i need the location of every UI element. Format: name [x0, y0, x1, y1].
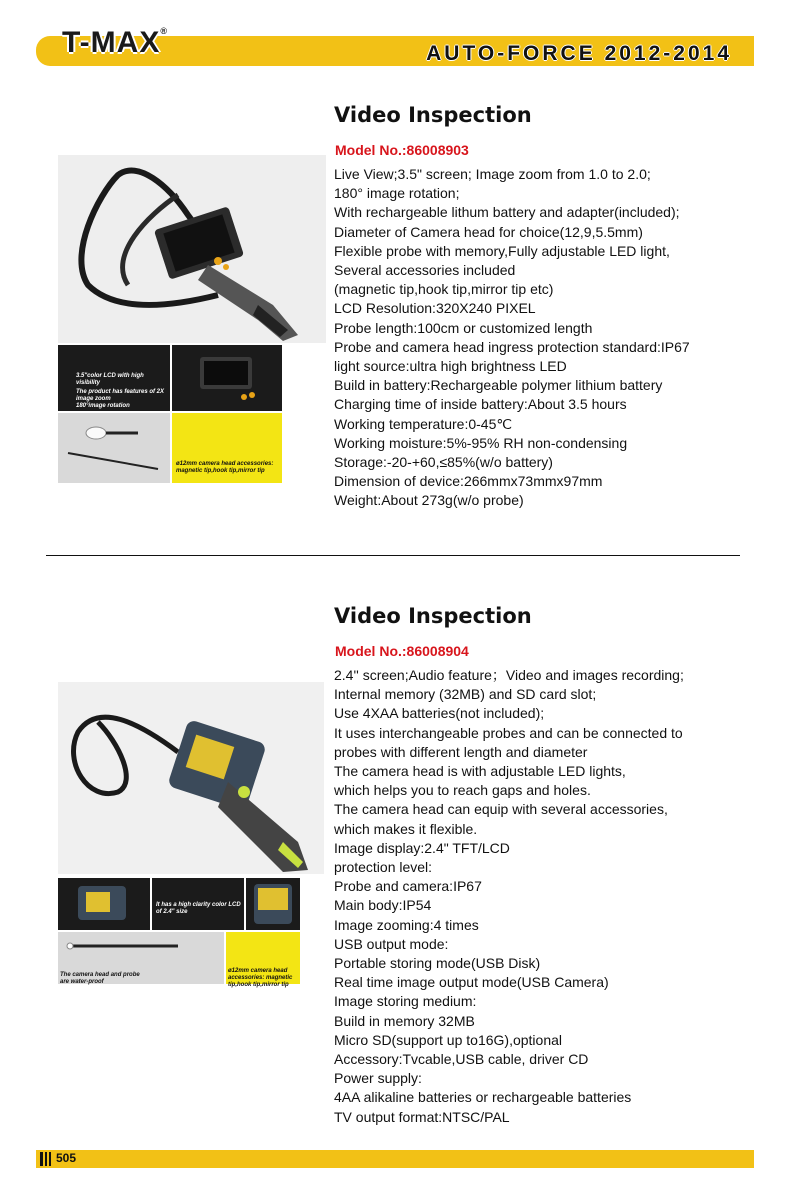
inspection-camera-illustration: [58, 682, 324, 874]
page-number: 505: [56, 1151, 77, 1165]
product-2-feature-panel-lcd: [152, 878, 244, 930]
spec-line: Flexible probe with memory,Fully adjustable LED light,: [334, 242, 670, 259]
spec-line: Micro SD(support up to16G),optional: [334, 1031, 562, 1048]
product-1-accessory-caption-panel: [172, 413, 282, 483]
spec-line: Use 4XAA batteries(not included);: [334, 705, 545, 722]
spec-line: Dimension of device:266mmx73mmx97mm: [334, 473, 603, 490]
product-2-device-photo: [58, 878, 150, 930]
spec-line: Working temperature:0-45℃: [334, 415, 513, 432]
device-top-illustration: [58, 878, 150, 930]
spec-line: Probe length:100cm or customized length: [334, 319, 593, 336]
product-2-probe-photo: [58, 932, 224, 984]
brand-logo: [62, 26, 168, 60]
page-marker-icon: [40, 1152, 54, 1166]
spec-line: Probe and camera:IP67: [334, 878, 482, 895]
product-1-accessory-photo: [58, 413, 170, 483]
spec-line: Image display:2.4" TFT/LCD: [334, 839, 510, 856]
spec-line: probes with different length and diameter: [334, 743, 588, 760]
product-1-caption-lcd: 3.5"color LCD with high visibility: [76, 373, 144, 386]
product-2-spec-list: [334, 666, 754, 1127]
spec-line: Live View;3.5" screen; Image zoom from 1.0 to 2.0;: [334, 166, 651, 182]
product-1-title: Video Inspection: [334, 103, 532, 127]
spec-line: Build in memory 32MB: [334, 1012, 475, 1029]
spec-line: Portable storing mode(USB Disk): [334, 955, 541, 972]
product-2-caption-lcd: It has a high clarity color LCD of 2.4" size: [156, 902, 241, 915]
spec-line: which makes it flexible.: [334, 820, 478, 837]
product-1-caption-zoom: The product has features of 2X image zoom: [76, 389, 165, 402]
spec-line: Image zooming:4 times: [334, 916, 479, 933]
spec-line: LCD Resolution:320X240 PIXEL: [334, 300, 536, 317]
spec-line: The camera head can equip with several accessories,: [334, 801, 668, 818]
section-divider: [46, 555, 740, 556]
product-2-main-photo: [58, 682, 324, 874]
spec-line: Several accessories included: [334, 262, 516, 279]
spec-line: The camera head is with adjustable LED lights,: [334, 763, 626, 780]
product-1-caption-rotation: 180°image rotation: [76, 403, 130, 409]
product-1-feature-panel-lcd: [58, 345, 170, 411]
spec-line: Weight:About 273g(w/o probe): [334, 492, 524, 509]
accessory-tips-illustration: [58, 413, 170, 483]
inspection-camera-illustration: [58, 155, 326, 343]
spec-line: It uses interchangeable probes and can be connected to: [334, 724, 683, 741]
spec-line: 4AA alikaline batteries or rechargeable batteries: [334, 1089, 632, 1106]
product-2-screen-photo: [246, 878, 300, 930]
spec-line: Image storing medium:: [334, 993, 477, 1010]
spec-line: Power supply:: [334, 1070, 422, 1087]
product-2-caption-probe: The camera head and probe are water-proof: [60, 972, 140, 985]
product-2-model-number: Model No.:86008904: [335, 643, 469, 659]
product-2-caption-accessories: ø12mm camera head accessories: magnetic tip,hook tip,mirror tip: [228, 968, 293, 988]
spec-line: 180° image rotation;: [334, 185, 460, 202]
logo-registered-mark: ®: [160, 26, 168, 36]
product-1-caption-accessories: ø12mm camera head accessories: magnetic tip,hook tip,mirror tip: [176, 461, 274, 474]
product-1-spec-list: [334, 165, 754, 511]
header-title: AUTO-FORCE 2012-2014: [426, 42, 732, 65]
spec-line: (magnetic tip,hook tip,mirror tip etc): [334, 281, 554, 298]
spec-line: USB output mode:: [334, 935, 449, 952]
spec-line: Real time image output mode(USB Camera): [334, 974, 609, 991]
product-1-model-number: Model No.:86008903: [335, 142, 469, 158]
product-2-title: Video Inspection: [334, 604, 532, 628]
product-2-accessory-caption-panel: [226, 932, 300, 988]
spec-line: Main body:IP54: [334, 897, 432, 914]
spec-line: Diameter of Camera head for choice(12,9,5.5mm): [334, 223, 643, 240]
spec-line: Storage:-20-+60,≤85%(w/o battery): [334, 454, 553, 471]
camera-screen-illustration: [246, 878, 300, 930]
spec-line: 2.4'' screen;Audio feature；Video and images recording;: [334, 667, 684, 683]
product-1-main-photo: [58, 155, 326, 343]
logo-text: T-MAX: [62, 26, 161, 59]
spec-line: With rechargeable lithum battery and adapter(included);: [334, 204, 680, 221]
camera-screen-illustration: [172, 345, 282, 411]
spec-line: Charging time of inside battery:About 3.5 hours: [334, 396, 627, 413]
spec-line: Working moisture:5%-95% RH non-condensing: [334, 434, 628, 451]
footer-bar: [36, 1150, 754, 1168]
spec-line: Build in battery:Rechargeable polymer lithium battery: [334, 377, 663, 394]
spec-line: protection level:: [334, 859, 433, 876]
product-1-screen-photo: [172, 345, 282, 411]
spec-line: Internal memory (32MB) and SD card slot;: [334, 686, 597, 703]
spec-line: light source:ultra high brightness LED: [334, 358, 567, 375]
spec-line: which helps you to reach gaps and holes.: [334, 782, 591, 799]
spec-line: Accessory:Tvcable,USB cable, driver CD: [334, 1051, 589, 1068]
spec-line: Probe and camera head ingress protection standard:IP67: [334, 338, 690, 355]
spec-line: TV output format:NTSC/PAL: [334, 1108, 510, 1125]
